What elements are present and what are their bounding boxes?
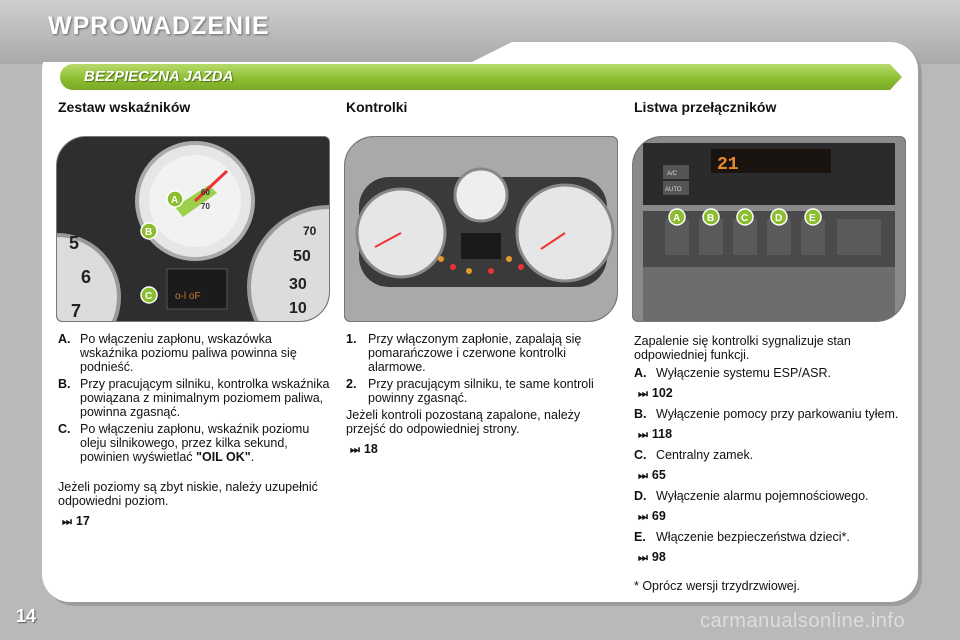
chapter-title: WPROWADZENIE [48,12,270,40]
gauge-number: 30 [289,276,307,293]
list-item: 2. Przy pracującym silniku, te same kontroli powinny zgasnąć. [346,377,594,405]
page-reference[interactable]: ⏭ 69 [638,509,666,523]
instrument-panel-figure [56,136,330,322]
reference-arrow-icon: ⏭ [638,552,648,564]
switch-entries [634,366,906,565]
list-item: 1. Przy włączonym zapłonie, zapalają się pomarańczowe i czerwone kontrolki alarmowe. [346,332,582,374]
switch-badge-d: D [775,213,783,224]
ac-label: A/C [667,171,678,177]
switch-badge-b: B [707,213,715,224]
page-reference[interactable]: ⏭ 18 [350,442,378,456]
switch-panel-figure [632,136,906,322]
column-title-warning-lights: Kontrolki [346,99,408,115]
gauge-number: 70 [303,224,317,238]
list-item: E. Włączenie bezpieczeństwa dzieci*. [634,530,850,544]
switch-badge-e: E [809,213,816,224]
page-reference[interactable]: ⏭ 98 [638,550,666,564]
gauge-number: 5 [69,233,80,253]
switch-badge-c: C [741,213,749,224]
left-column-text [58,332,330,535]
gauge-number: 50 [293,248,311,265]
footnote: * Oprócz wersji trzydrzwiowej. [634,579,801,593]
page-number: 14 [16,606,37,626]
gauge-number: 10 [289,300,307,317]
page-reference[interactable]: ⏭ 65 [638,468,666,482]
auto-label: AUTO [665,187,682,193]
column-title-instrument-panel: Zestaw wskaźników [58,99,191,115]
watermark: carmanualsonline.info [700,610,906,632]
page-reference[interactable]: ⏭ 17 [62,514,90,528]
climate-display: 21 [717,155,739,175]
gauge-number: 7 [71,301,82,321]
list-item: C. Centralny zamek. [634,448,754,462]
reference-arrow-icon: ⏭ [350,444,360,456]
intro-text: Zapalenie się kontrolki sygnalizuje stan odpowiedniej funkcji. [634,334,851,362]
section-title: BEZPIECZNA JAZDA [84,68,234,85]
right-column-text [634,332,906,597]
page-reference[interactable]: ⏭ 118 [638,427,673,441]
badge-b: B [145,227,153,238]
reference-arrow-icon: ⏭ [62,516,72,528]
svg-text:o-l oF: o-l oF [175,291,201,302]
dial-number: 70 [201,202,210,211]
list-item: A. Po włączeniu zapłonu, wskazówka wskaźnika poziomu paliwa powinna się podnieść. [58,332,297,374]
list-item: A. Wyłączenie systemu ESP/ASR. [634,366,831,380]
column-title-switch-panel: Listwa przełączników [634,99,777,115]
reference-arrow-icon: ⏭ [638,470,648,482]
list-item: B. Wyłączenie pomocy przy parkowaniu tyłem. [634,407,899,421]
badge-a: A [171,195,179,206]
reference-arrow-icon: ⏭ [638,511,648,523]
list-item: D. Wyłączenie alarmu pojemnościowego. [634,489,869,503]
warning-lights-figure [344,136,618,322]
list-item: C. Po włączeniu zapłonu, wskaźnik poziomu oleju silnikowego, przez kilka sekund, powinien wyświetlać "OIL OK". [58,422,310,464]
middle-column-text [346,332,618,463]
switch-badge-a: A [673,213,681,224]
reference-arrow-icon: ⏭ [638,388,648,400]
gauge-number: 6 [81,267,92,287]
page-reference[interactable]: ⏭ 102 [638,386,673,400]
dial-number: 60 [201,188,210,197]
note-text: Jeżeli poziomy są zbyt niskie, należy uzupełnić odpowiedni poziom. [58,480,318,508]
note-text: Jeżeli kontroli pozostaną zapalone, należy przejść do odpowiedniej strony. [346,408,581,436]
list-item: B. Przy pracującym silniku, kontrolka wskaźnika powiązana z minimalnym poziomem paliwa, powinna zgasnąć. [58,377,330,419]
reference-arrow-icon: ⏭ [638,429,648,441]
badge-c: C [145,291,153,302]
